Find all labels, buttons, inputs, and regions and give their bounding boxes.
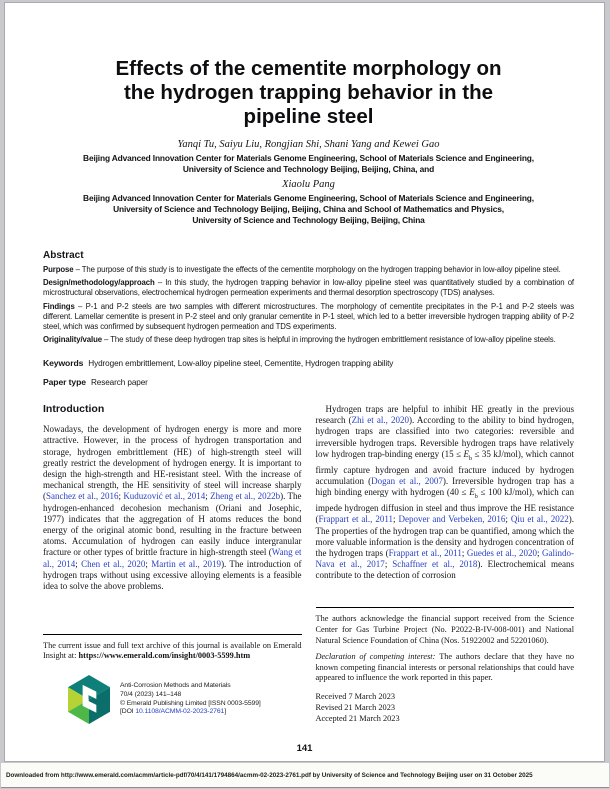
affiliation-line: University of Science and Technology Beijing, Beijing, China, and xyxy=(182,164,435,174)
keywords-text: Hydrogen embrittlement, Low-alloy pipeline steel, Cementite, Hydrogen trapping ability xyxy=(88,359,394,368)
journal-availability-note xyxy=(43,641,302,662)
keywords-line xyxy=(43,358,574,368)
declaration-note xyxy=(316,652,575,684)
text-run: [DOI xyxy=(120,708,136,716)
affiliation-line: University of Science and Technology Beijing, Beijing, China xyxy=(192,215,425,225)
page-title xyxy=(43,57,574,129)
second-author-name: Xiaolu Pang xyxy=(282,179,335,190)
journal-imprint-block xyxy=(67,675,302,724)
title-line-2: the hydrogen trapping behavior in the xyxy=(123,81,494,104)
text-run: Nowadays, the development of hydrogen energy is more and more attractive. However, in the process of hydrogen transportation and storage, hydrogen embrittlement (HE) of high-strength steel will greatly restrict the development of hydrogen energy. It is important to design the high-strength and HE-resistant steel. With the increase of mechanical strength, the HE sensitivity of steel will increase sharply ( xyxy=(43,424,302,502)
affiliation-block-2 xyxy=(43,193,574,226)
text-run: b xyxy=(468,455,473,462)
abstract-section-label: Findings xyxy=(43,301,75,311)
footnote-divider xyxy=(43,634,302,635)
text-run: ] xyxy=(224,708,226,716)
keywords-label: Keywords xyxy=(43,358,84,368)
download-note-text: Downloaded from http://www.emerald.com/acmm/article-pdf/70/4/141/1794864/acmm-02-2023-2761.pdf by University of Science and Technology Beijing user on 31 October 2025 xyxy=(6,772,533,779)
abstract-section-label: Originality/value xyxy=(43,335,102,344)
text-run: ). According to the ability to bind hydrogen, hydrogen traps are classified into two categories: reversible and irreversible hydrogen traps. Reversible hydrogen traps have relatively low hydrogen trap-binding energy (15 ≤ xyxy=(315,415,574,459)
journal-name: Anti-Corrosion Methods and Materials xyxy=(120,682,231,689)
text-run: b xyxy=(474,494,478,501)
abstract-section-purpose xyxy=(43,265,574,275)
journal-info xyxy=(120,675,261,717)
journal-copyright-line: © Emerald Publishing Limited [ISSN 0003-5599] xyxy=(120,699,261,707)
journal-doi-line xyxy=(120,708,261,717)
citation-link[interactable]: Sanchez et al., 2016 xyxy=(46,491,119,502)
received-date: Received 7 March 2023 xyxy=(315,692,395,701)
citation-link[interactable]: 10.1108/ACMM-02-2023-2761 xyxy=(135,708,225,716)
abstract-heading: Abstract xyxy=(43,250,84,261)
body-columns xyxy=(43,404,574,724)
title-line-1: Effects of the cementite morphology on xyxy=(115,57,502,80)
text-run: Declaration of competing interest: xyxy=(315,652,440,662)
download-banner xyxy=(1,763,609,788)
page-number: 141 xyxy=(296,743,313,754)
emerald-logo-icon xyxy=(67,675,111,724)
text-run: ; xyxy=(75,558,82,569)
introduction-paragraph xyxy=(316,404,575,582)
citation-link[interactable]: Wang et al., 2014 xyxy=(43,547,302,569)
abstract-section-design xyxy=(43,278,574,298)
citation-link[interactable]: Frappart et al., 2011 xyxy=(318,514,394,525)
text-run: ≤ 35 kJ/mol), which cannot firmly capture hydrogen and avoid fracture induced by hydrogen accumulation ( xyxy=(315,448,574,487)
text-run: ; xyxy=(384,559,393,570)
text-run: ). Electrochemical means contribute to the detection of corrosion xyxy=(315,559,574,581)
left-column xyxy=(43,404,302,724)
citation-link[interactable]: Martin et al., 2019 xyxy=(151,558,222,569)
affiliation-block-1 xyxy=(43,153,574,175)
abstract-section-originality xyxy=(43,335,574,345)
text-run: ; xyxy=(145,558,152,569)
citation-link[interactable]: Kuduzović et al., 2014 xyxy=(123,491,206,502)
introduction-paragraph xyxy=(43,424,302,592)
journal-issue-line: 70/4 (2023) 141–148 xyxy=(120,690,182,698)
text-run: ; xyxy=(505,514,511,525)
text-run: ). The hydrogen-enhanced decohesion mechanism (Oriani and Josephic, 1977) indicates that the aggregation of H atoms reduces the bond energy of the original atomic bond, resulting in the fracture between atoms. Accumulation of hydrogen can easily induce intergranular fracture or other types of brittle fracture in high-strength steel ( xyxy=(43,491,302,558)
text-run: The current issue and full text archive of this journal is available on Emerald Insight at: xyxy=(43,640,302,661)
abstract-section-text: – P-1 and P-2 steels are two samples with different microstructures. The morphology of cementite precipitates in the P-1 and P-2 steels was different. Lamellar cementite is present in P-2 steel and only granular cementite in P-1 steel, which led to a better irreversible hydrogen trapping ability of P-2 steel, which was confirmed by subsequent hydrogen permeation and TDS experiments. xyxy=(43,301,574,331)
acknowledgement-note: The authors acknowledge the financial support received from the Science Center for Gas Turbine Project (No. P2022-B-IV-008-001) and National Natural Science Foundation of China (Nos. 51922002 and 52201060). xyxy=(315,614,574,645)
left-column-spacer xyxy=(43,592,302,634)
citation-link[interactable]: Galindo-Nava et al., 2017 xyxy=(315,548,574,570)
accepted-date: Accepted 21 March 2023 xyxy=(315,714,400,723)
paper-type-label: Paper type xyxy=(43,377,86,387)
paper-type-line xyxy=(43,377,574,387)
text-run: The authors declare that they have no known competing financial interests or personal relationships that could have appeared to influence the work reported in this paper. xyxy=(315,652,574,683)
citation-link[interactable]: Guedes et al., 2020 xyxy=(466,548,537,559)
text-run: ; xyxy=(205,491,211,502)
abstract-section-text: – The study of these deep hydrogen trap sites is helpful in improving the hydrogen embrittlement resistance of low-alloy pipeline steels. xyxy=(104,335,556,344)
text-run: E xyxy=(463,448,469,459)
text-run: ). Irreversible hydrogen trap has a high binding energy with hydrogen (40 ≤ xyxy=(315,476,575,498)
authors-line: Yanqi Tu, Saiyu Liu, Rongjian Shi, Shani Yang and Kewei Gao xyxy=(177,139,440,150)
abstract-section-findings xyxy=(43,302,574,332)
citation-link[interactable]: Zhi et al., 2020 xyxy=(351,415,410,426)
text-run: ; xyxy=(393,514,399,525)
paper-page xyxy=(4,2,605,762)
revised-date: Revised 21 March 2023 xyxy=(315,703,395,712)
citation-link[interactable]: Frappart et al., 2011 xyxy=(388,548,462,559)
citation-link[interactable]: Schaffner et al., 2018 xyxy=(392,559,478,570)
abstract-section-text: – In this study, the hydrogen trapping behavior in low-alloy pipeline steel was quantitatively studied by a combination of microstructural observations, electrochemical hydrogen permeation experiments and thermal desorption spectroscopy (TDS) analyses. xyxy=(43,278,574,297)
text-run: https://www.emerald.com/insight/0003-5599.htm xyxy=(78,651,251,661)
text-run: ). The introduction of hydrogen traps without using excessive alloying elements is a feasible idea to solve the above problems. xyxy=(43,558,302,592)
citation-link[interactable]: Depover and Verbeken, 2016 xyxy=(398,514,506,525)
text-run: E xyxy=(469,487,475,498)
abstract-section-text: – The purpose of this study is to investigate the effects of the cementite morphology on the hydrogen trapping behavior in low-alloy pipeline steel. xyxy=(75,264,561,274)
footnote-divider xyxy=(316,607,575,608)
citation-link[interactable]: Zheng et al., 2022b xyxy=(210,491,281,502)
article-history xyxy=(316,691,575,724)
introduction-heading: Introduction xyxy=(43,403,105,415)
affiliation-line: University of Science and Technology Beijing, Beijing, China and School of Mathematics and Physics, xyxy=(113,204,504,214)
text-run: ). The properties of the hydrogen trap can be quantified, among which the more valuable information is the density and hydrogen concentration of the hydrogen traps ( xyxy=(315,514,574,559)
right-column xyxy=(316,404,575,724)
citation-link[interactable]: Qiu et al., 2022 xyxy=(510,514,569,525)
citation-link[interactable]: Chen et al., 2020 xyxy=(81,558,146,569)
citation-link[interactable]: Dogan et al., 2007 xyxy=(371,476,443,487)
text-run: ; xyxy=(461,548,467,559)
abstract-section-label: Design/methodology/approach xyxy=(43,278,155,287)
paper-type-text: Research paper xyxy=(90,378,148,387)
title-line-3: pipeline steel xyxy=(243,105,374,128)
text-run: ; xyxy=(536,548,542,559)
abstract-section-label: Purpose xyxy=(43,264,74,274)
text-run: ≤ 100 kJ/mol), which can impede hydrogen diffusion in steel and thus improve the HE resistance ( xyxy=(315,487,574,525)
text-run: ; xyxy=(118,491,124,502)
affiliation-line: Beijing Advanced Innovation Center for Materials Genome Engineering, School of Materials Science and Engineering, xyxy=(83,193,534,203)
text-run: Hydrogen traps are helpful to inhibit HE greatly in the previous research ( xyxy=(315,404,574,426)
right-column-spacer xyxy=(316,582,575,608)
affiliation-line: Beijing Advanced Innovation Center for Materials Genome Engineering, School of Materials Science and Engineering, xyxy=(83,153,534,163)
